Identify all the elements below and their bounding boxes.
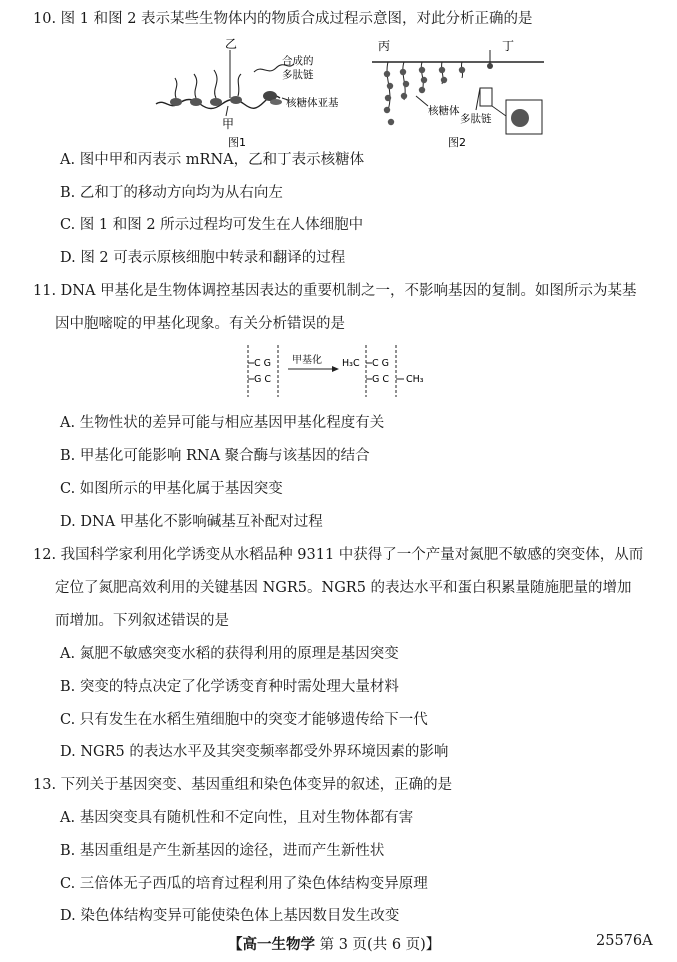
figure-2-label-ding: 丁 xyxy=(502,39,515,53)
methylation-left-bottom-pair: G C xyxy=(254,374,272,385)
figure-1-peptide-3 xyxy=(214,70,217,98)
figure-1-label-jia: 甲 xyxy=(222,117,235,131)
question-11-stem-line1: 11. DNA 甲基化是生物体调控基因表达的重要机制之一，不影响基因的复制。如图所示为某基 xyxy=(33,283,637,299)
figure-1-translation-diagram xyxy=(148,36,338,148)
figure-1-label-subunit: 核糖体亚基 xyxy=(286,97,338,109)
question-13-option-a: A. 基因突变具有随机性和不定向性，且对生物体都有害 xyxy=(60,810,414,826)
question-11-option-a: A. 生物性状的差异可能与相应基因甲基化程度有关 xyxy=(60,415,385,431)
figure-1-label-peptide-line2: 多肽链 xyxy=(282,69,314,81)
question-11-option-b: B. 甲基化可能影响 RNA 聚合酶与该基因的结合 xyxy=(60,448,370,464)
question-13-option-b: B. 基因重组是产生新基因的途径，进而产生新性状 xyxy=(60,843,385,859)
figure-methylation-diagram xyxy=(240,341,440,401)
figure-1-ribosome-1 xyxy=(170,98,182,106)
question-12-option-a: A. 氮肥不敏感突变水稻的获得利用的原理是基因突变 xyxy=(60,646,399,662)
figure-1-label-yi: 乙 xyxy=(225,37,238,51)
question-12-stem-line2: 定位了氮肥高效利用的关键基因 NGR5。NGR5 的表达水平和蛋白积累量随施肥量的增加 xyxy=(55,580,632,596)
question-10-option-d: D. 图 2 可表示原核细胞中转录和翻译的过程 xyxy=(60,250,346,266)
footer-subject: 【高一生物学 xyxy=(228,936,315,953)
figure-1-ribosome-3 xyxy=(210,98,222,106)
methylation-right-top-pair: C G xyxy=(372,358,390,369)
question-10-stem: 10. 图 1 和图 2 表示某些生物体内的物质合成过程示意图，对此分析正确的是 xyxy=(33,11,533,27)
methylation-arrow-label: 甲基化 xyxy=(292,355,322,366)
question-12-stem-line1: 12. 我国科学家利用化学诱变从水稻品种 9311 中获得了一个产量对氮肥不敏感的突变体，从而 xyxy=(33,547,644,563)
footer-page-number: 第 3 页(共 6 页)】 xyxy=(319,937,441,953)
question-13-option-d: D. 染色体结构变异可能使染色体上基因数目发生改变 xyxy=(60,908,400,924)
figure-1-subunit-small xyxy=(270,99,282,105)
figure-2-label-ribosome: 核糖体 xyxy=(428,105,460,117)
question-11-option-d: D. DNA 甲基化不影响碱基互补配对过程 xyxy=(60,514,323,530)
figure-2-zoom-ribosome xyxy=(511,109,529,127)
methylation-right-bottom-pair: G C xyxy=(372,374,390,385)
methylation-ch3: CH₃ xyxy=(406,374,424,385)
figure-1-caption: 图1 xyxy=(228,136,246,148)
question-11-option-c: C. 如图所示的甲基化属于基因突变 xyxy=(60,481,283,497)
figure-2-pointer-peptide-box xyxy=(476,88,480,110)
question-12-stem-line3: 而增加。下列叙述错误的是 xyxy=(55,613,229,629)
question-12-option-b: B. 突变的特点决定了化学诱变育种时需处理大量材料 xyxy=(60,679,399,695)
question-12-option-c: C. 只有发生在水稻生殖细胞中的突变才能够遗传给下一代 xyxy=(60,712,428,728)
question-10-option-c: C. 图 1 和图 2 所示过程均可发生在人体细胞中 xyxy=(60,217,364,233)
footer-code: 25576A xyxy=(596,933,653,949)
question-13-option-c: C. 三倍体无子西瓜的培育过程利用了染色体结构变异原理 xyxy=(60,876,428,892)
question-12-option-d: D. NGR5 的表达水平及其突变频率都受外界环境因素的影响 xyxy=(60,744,449,760)
figure-2-transcription-translation-diagram xyxy=(358,36,558,148)
methylation-h3c: H₃C xyxy=(342,358,360,369)
figure-1-ribosome-4 xyxy=(230,96,242,104)
figure-2-pointer-ribosome xyxy=(416,96,428,106)
footer-page-info xyxy=(228,933,440,954)
question-13-stem: 13. 下列关于基因突变、基因重组和染色体变异的叙述，正确的是 xyxy=(33,777,453,793)
figure-1-label-peptide-line1: 合成的 xyxy=(282,55,314,67)
question-11-stem-line2: 因中胞嘧啶的甲基化现象。有关分析错误的是 xyxy=(55,316,345,332)
figure-2-small-box xyxy=(480,88,492,106)
figure-1-pointer-jia xyxy=(226,106,228,116)
figure-1-peptide-2 xyxy=(194,74,197,98)
figure-1-ribosome-2 xyxy=(190,98,202,106)
figure-2-caption: 图2 xyxy=(448,136,466,148)
figure-2-label-peptide: 多肽链 xyxy=(460,113,492,125)
question-10-option-b: B. 乙和丁的移动方向均为从右向左 xyxy=(60,185,283,201)
question-10-option-a: A. 图中甲和丙表示 mRNA，乙和丁表示核糖体 xyxy=(60,152,365,168)
methylation-left-top-pair: C G xyxy=(254,358,272,369)
figure-1-peptide-4 xyxy=(238,74,241,96)
figure-2-label-bing: 丙 xyxy=(378,39,391,53)
figure-1-peptide-1 xyxy=(175,78,177,98)
